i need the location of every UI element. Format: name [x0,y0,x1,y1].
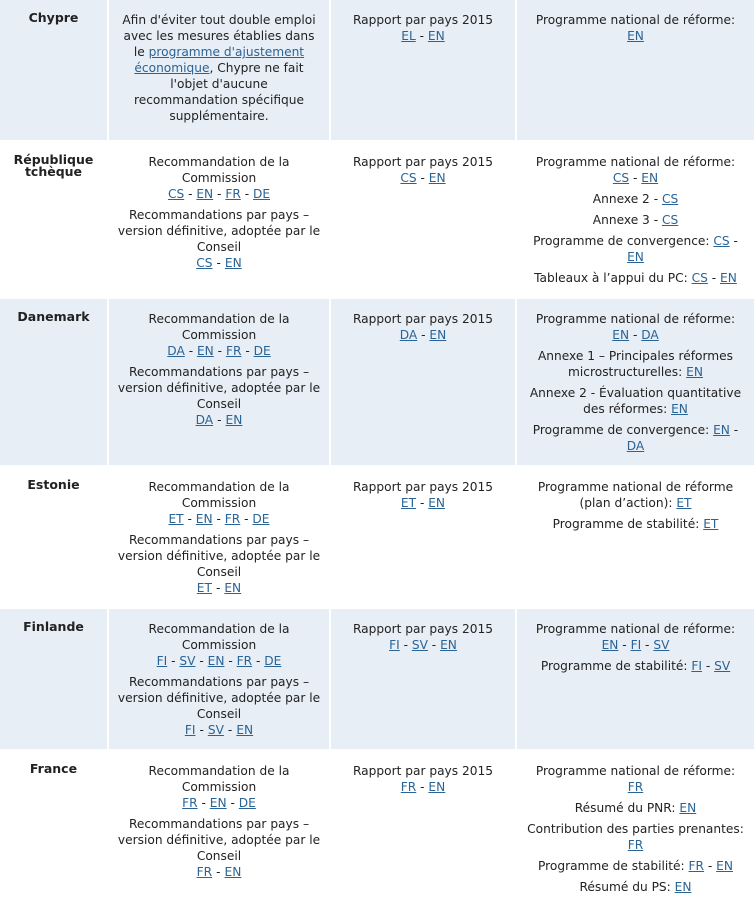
report-link-en[interactable]: EN [429,328,447,342]
final-link-et[interactable]: ET [196,581,212,595]
programme-cell [516,466,755,608]
report-link-en[interactable]: EN [428,496,446,510]
nrp-link-en[interactable]: EN [641,171,659,185]
rec-link-en[interactable]: EN [207,654,225,668]
rec-link-cs[interactable]: CS [167,187,185,201]
country-name: France [0,750,108,905]
report-links: FI - SV - EN [389,638,457,652]
rec-link-de[interactable]: DE [252,512,270,526]
programme-cell [516,750,755,905]
tables-link-en[interactable]: EN [720,271,737,285]
rec-link-en[interactable]: EN [196,187,214,201]
report-label: Rapport par pays 2015 [352,480,493,494]
rec-link-fr[interactable]: FR [236,654,253,668]
report-links: ET - EN [400,496,446,510]
rec-link-da[interactable]: DA [167,344,185,358]
report-link-el[interactable]: EL [401,29,416,43]
programme-entry: Annexe 1 – Principales réformes microstructurelles: EN [537,349,734,379]
rec-link-en[interactable]: EN [195,512,213,526]
report-link-en[interactable]: EN [428,171,446,185]
programme-entry: Programme national de réforme: CS - EN [535,155,736,185]
sp-summary-link-en[interactable]: EN [674,880,692,894]
report-link-cs[interactable]: CS [400,171,417,185]
rec-link-et[interactable]: ET [168,512,184,526]
report-label: Rapport par pays 2015 [352,622,493,636]
report-link-fi[interactable]: FI [389,638,400,652]
programme-entry: Programme national de réforme: EN - FI - SV [535,622,736,652]
commission-recommendation: Recommandation de la Commission CS - EN - FR - DE [148,155,290,201]
programme-entry: Programme de stabilité: FI - SV [540,659,731,673]
final-link-en[interactable]: EN [224,865,242,879]
programme-cell [516,298,755,466]
country-row-france [0,750,755,905]
convergence-link-cs[interactable]: CS [713,234,730,248]
programme-entry: Contribution des parties prenantes: FR [527,822,744,852]
report-label: Rapport par pays 2015 [352,312,493,326]
report-link-en[interactable]: EN [428,780,446,794]
rec-link-fr[interactable]: FR [225,187,241,201]
rec-link-fr[interactable]: FR [225,344,242,358]
final-recommendations: Recommandations par pays – version définitive, adoptée par le Conseil FR - EN [117,817,321,879]
rec-link-en[interactable]: EN [196,344,214,358]
report-cell [330,141,516,298]
country-name: Danemark [0,298,108,466]
rec-link-de[interactable]: DE [264,654,282,668]
country-row-estonia [0,466,755,608]
report-label: Rapport par pays 2015 [352,764,493,778]
cyprus-note: Afin d'éviter tout double emploi avec les mesures établies dans le programme d'ajustement économique, Chypre ne fait l'objet d'aucune recommandation spécifique supplémentaire. [122,13,316,123]
stability-link-en[interactable]: EN [716,859,733,873]
programme-entry: Programme national de réforme: EN - DA [535,312,736,342]
country-row-cyprus [0,0,755,141]
nrp-link-fr[interactable]: FR [627,780,644,794]
country-name: Estonie [0,466,108,608]
commission-recommendation: Recommandation de la Commission ET - EN - FR - DE [148,480,290,526]
report-link-fr[interactable]: FR [400,780,417,794]
rec-link-fi[interactable]: FI [156,654,168,668]
report-label: Rapport par pays 2015 [352,13,493,27]
nrp-link-sv[interactable]: SV [653,638,670,652]
stability-link-fr[interactable]: FR [688,859,705,873]
nrp-link-et[interactable]: ET [676,496,692,510]
programme-entry: Tableaux à l’appui du PC: CS - EN [534,271,737,285]
rec-link-en[interactable]: EN [209,796,227,810]
rec-link-fr[interactable]: FR [182,796,198,810]
rec-link-de[interactable]: DE [252,187,271,201]
report-link-en[interactable]: EN [427,29,445,43]
report-link-sv[interactable]: SV [411,638,428,652]
recommendation-cell [108,141,330,298]
annex2-link-cs[interactable]: CS [661,192,679,206]
programme-entry: Annexe 3 - CS [592,213,679,227]
country-name: Finlande [0,608,108,750]
final-link-en[interactable]: EN [236,723,254,737]
final-recommendations: Recommandations par pays – version définitive, adoptée par le Conseil DA - EN [117,365,321,427]
stability-link-sv[interactable]: SV [714,659,731,673]
convergence-link-en[interactable]: EN [627,250,644,264]
final-link-fr[interactable]: FR [196,865,213,879]
report-link-en[interactable]: EN [440,638,457,652]
programme-entry: Programme national de réforme: FR [535,764,736,794]
programme-entry: Programme de convergence: CS - EN [533,234,738,264]
programme-cell [516,0,755,141]
country-row-denmark [0,298,755,466]
programme-entry: Résumé du PNR: EN [574,801,697,815]
programme-cell [516,608,755,750]
commission-recommendation: Recommandation de la Commission FI - SV - EN - FR - DE [148,622,290,668]
report-label: Rapport par pays 2015 [352,155,493,169]
annex2-link-en[interactable]: EN [671,402,688,416]
report-link-da[interactable]: DA [399,328,418,342]
final-link-da[interactable]: DA [195,413,214,427]
programme-link-en[interactable]: EN [627,29,644,43]
recommendation-cell [108,466,330,608]
nrp-link-fi[interactable]: FI [630,638,642,652]
stability-link-et[interactable]: ET [703,517,719,531]
programme-entry: Annexe 2 - Évaluation quantitative des réformes: EN [529,386,742,416]
final-link-en[interactable]: EN [224,581,242,595]
report-links: EL - EN [401,29,445,43]
report-links: DA - EN [399,328,447,342]
country-name: République tchèque [0,141,108,298]
rec-link-sv[interactable]: SV [179,654,196,668]
report-link-et[interactable]: ET [400,496,417,510]
rec-link-de[interactable]: DE [238,796,256,810]
final-recommendations: Recommandations par pays – version définitive, adoptée par le Conseil CS - EN [117,208,321,270]
nrp-link-en[interactable]: EN [612,328,630,342]
adjustment-programme-link[interactable]: programme d'ajustement économique [134,45,305,75]
programme-entry: Résumé du PS: EN [579,880,692,894]
final-link-en[interactable]: EN [224,256,242,270]
rec-link-fr[interactable]: FR [224,512,241,526]
final-recommendations: Recommandations par pays – version définitive, adoptée par le Conseil FI - SV - EN [117,675,321,737]
recommendation-cell [108,750,330,905]
programme-entry: Programme de convergence: EN - DA [532,423,739,453]
programme-entry: Programme de stabilité: FR - EN [538,859,733,873]
nrp-link-da[interactable]: DA [641,328,659,342]
recommendation-cell [108,608,330,750]
annex1-link-en[interactable]: EN [686,365,703,379]
nrp-link-en[interactable]: EN [601,638,619,652]
annex3-link-cs[interactable]: CS [661,213,679,227]
final-link-fi[interactable]: FI [184,723,196,737]
country-row-finland [0,608,755,750]
stability-link-fi[interactable]: FI [691,659,702,673]
country-name: Chypre [0,0,108,141]
convergence-link-da[interactable]: DA [626,439,645,453]
report-cell [330,0,516,141]
final-link-cs[interactable]: CS [196,256,213,270]
programme-entry: Programme national de réforme (plan d’action): ET [537,480,734,510]
programme-label: Programme national de réforme: [535,13,736,27]
stakeholders-link-fr[interactable]: FR [627,838,644,852]
commission-recommendation: Recommandation de la Commission FR - EN - DE [148,764,290,810]
report-cell [330,466,516,608]
programme-links [521,28,750,44]
report-links: FR - EN [400,780,446,794]
final-link-en[interactable]: EN [225,413,243,427]
nrp-link-cs[interactable]: CS [612,171,630,185]
programme-entry: Annexe 2 - CS [592,192,679,206]
recommendation-cell [108,0,330,141]
country-row-czech-republic [0,141,755,298]
rec-link-de[interactable]: DE [253,344,271,358]
final-recommendations: Recommandations par pays – version définitive, adoptée par le Conseil ET - EN [117,533,321,595]
convergence-link-en[interactable]: EN [713,423,730,437]
programme-cell [516,141,755,298]
report-cell [330,608,516,750]
report-links: CS - EN [400,171,446,185]
report-cell [330,298,516,466]
report-cell [330,750,516,905]
tables-link-cs[interactable]: CS [691,271,708,285]
recommendation-cell [108,298,330,466]
nrp-summary-link-en[interactable]: EN [679,801,697,815]
programme-entry: Programme de stabilité: ET [552,517,719,531]
final-link-sv[interactable]: SV [207,723,224,737]
commission-recommendation: Recommandation de la Commission DA - EN - FR - DE [148,312,290,358]
